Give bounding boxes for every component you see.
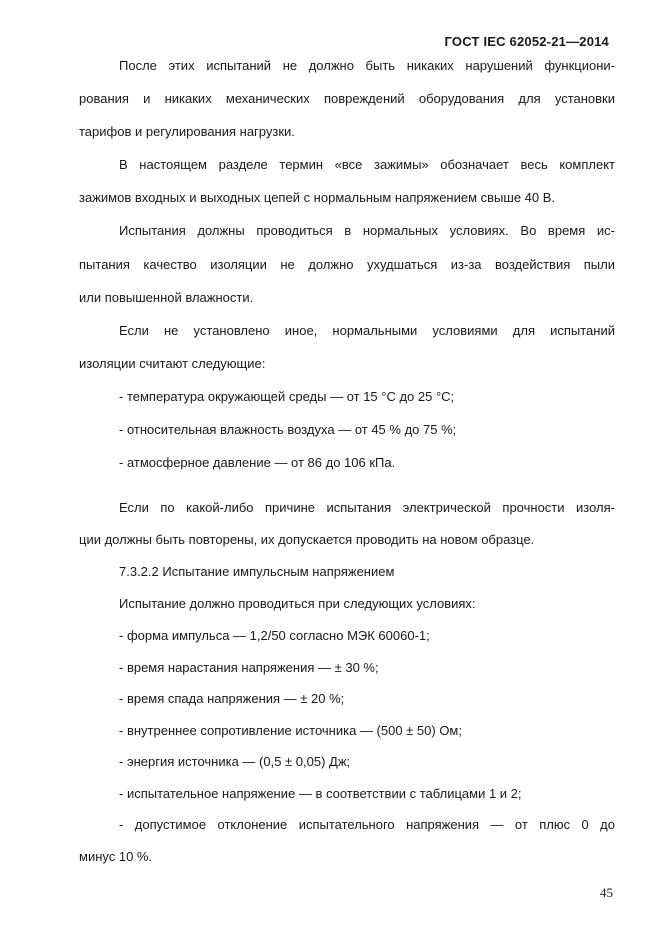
list-item: - относительная влажность воздуха — от 45 % до 75 %; bbox=[119, 422, 457, 437]
text-line: Если не установлено иное, нормальными условиями для испытаний bbox=[119, 323, 615, 338]
text-line: После этих испытаний не должно быть никаких нарушений функциони- bbox=[119, 58, 615, 73]
list-item: - энергия источника — (0,5 ± 0,05) Дж; bbox=[119, 754, 351, 769]
section-heading: 7.3.2.2 Испытание импульсным напряжением bbox=[119, 564, 395, 579]
text-line: Испытание должно проводиться при следующих условиях: bbox=[119, 596, 476, 611]
text-line: В настоящем разделе термин «все зажимы» обозначает весь комплект bbox=[119, 157, 615, 172]
text-line: пытания качество изоляции не должно ухудшаться из-за воздействия пыли bbox=[79, 257, 615, 272]
list-item: - допустимое отклонение испытательного напряжения — от плюс 0 до bbox=[119, 817, 615, 832]
list-item: - форма импульса — 1,2/50 согласно МЭК 60060-1; bbox=[119, 628, 430, 643]
text-line: ции должны быть повторены, их допускается проводить на новом образце. bbox=[79, 532, 535, 547]
list-item: - температура окружающей среды — от 15 °C до 25 °C; bbox=[119, 389, 455, 404]
list-item: - испытательное напряжение — в соответствии с таблицами 1 и 2; bbox=[119, 786, 522, 801]
text-line: Если по какой-либо причине испытания электрической прочности изоля- bbox=[119, 500, 615, 515]
page-number: 45 bbox=[600, 885, 613, 900]
text-line: рования и никаких механических повреждений оборудования для установки bbox=[79, 91, 615, 106]
text-line: Испытания должны проводиться в нормальных условиях. Во время ис- bbox=[119, 223, 615, 238]
text-line: зажимов входных и выходных цепей с нормальным напряжением свыше 40 В. bbox=[79, 190, 556, 205]
text-line: минус 10 %. bbox=[79, 849, 153, 864]
text-line: изоляции считают следующие: bbox=[79, 356, 266, 371]
list-item: - атмосферное давление — от 86 до 106 кПа. bbox=[119, 455, 396, 470]
list-item: - время нарастания напряжения — ± 30 %; bbox=[119, 660, 379, 675]
text-line: или повышенной влажности. bbox=[79, 290, 254, 305]
standard-designation: ГОСТ IEC 62052-21—2014 bbox=[444, 34, 609, 49]
text-line: тарифов и регулирования нагрузки. bbox=[79, 124, 295, 139]
list-item: - внутреннее сопротивление источника — (500 ± 50) Ом; bbox=[119, 723, 462, 738]
list-item: - время спада напряжения — ± 20 %; bbox=[119, 691, 345, 706]
